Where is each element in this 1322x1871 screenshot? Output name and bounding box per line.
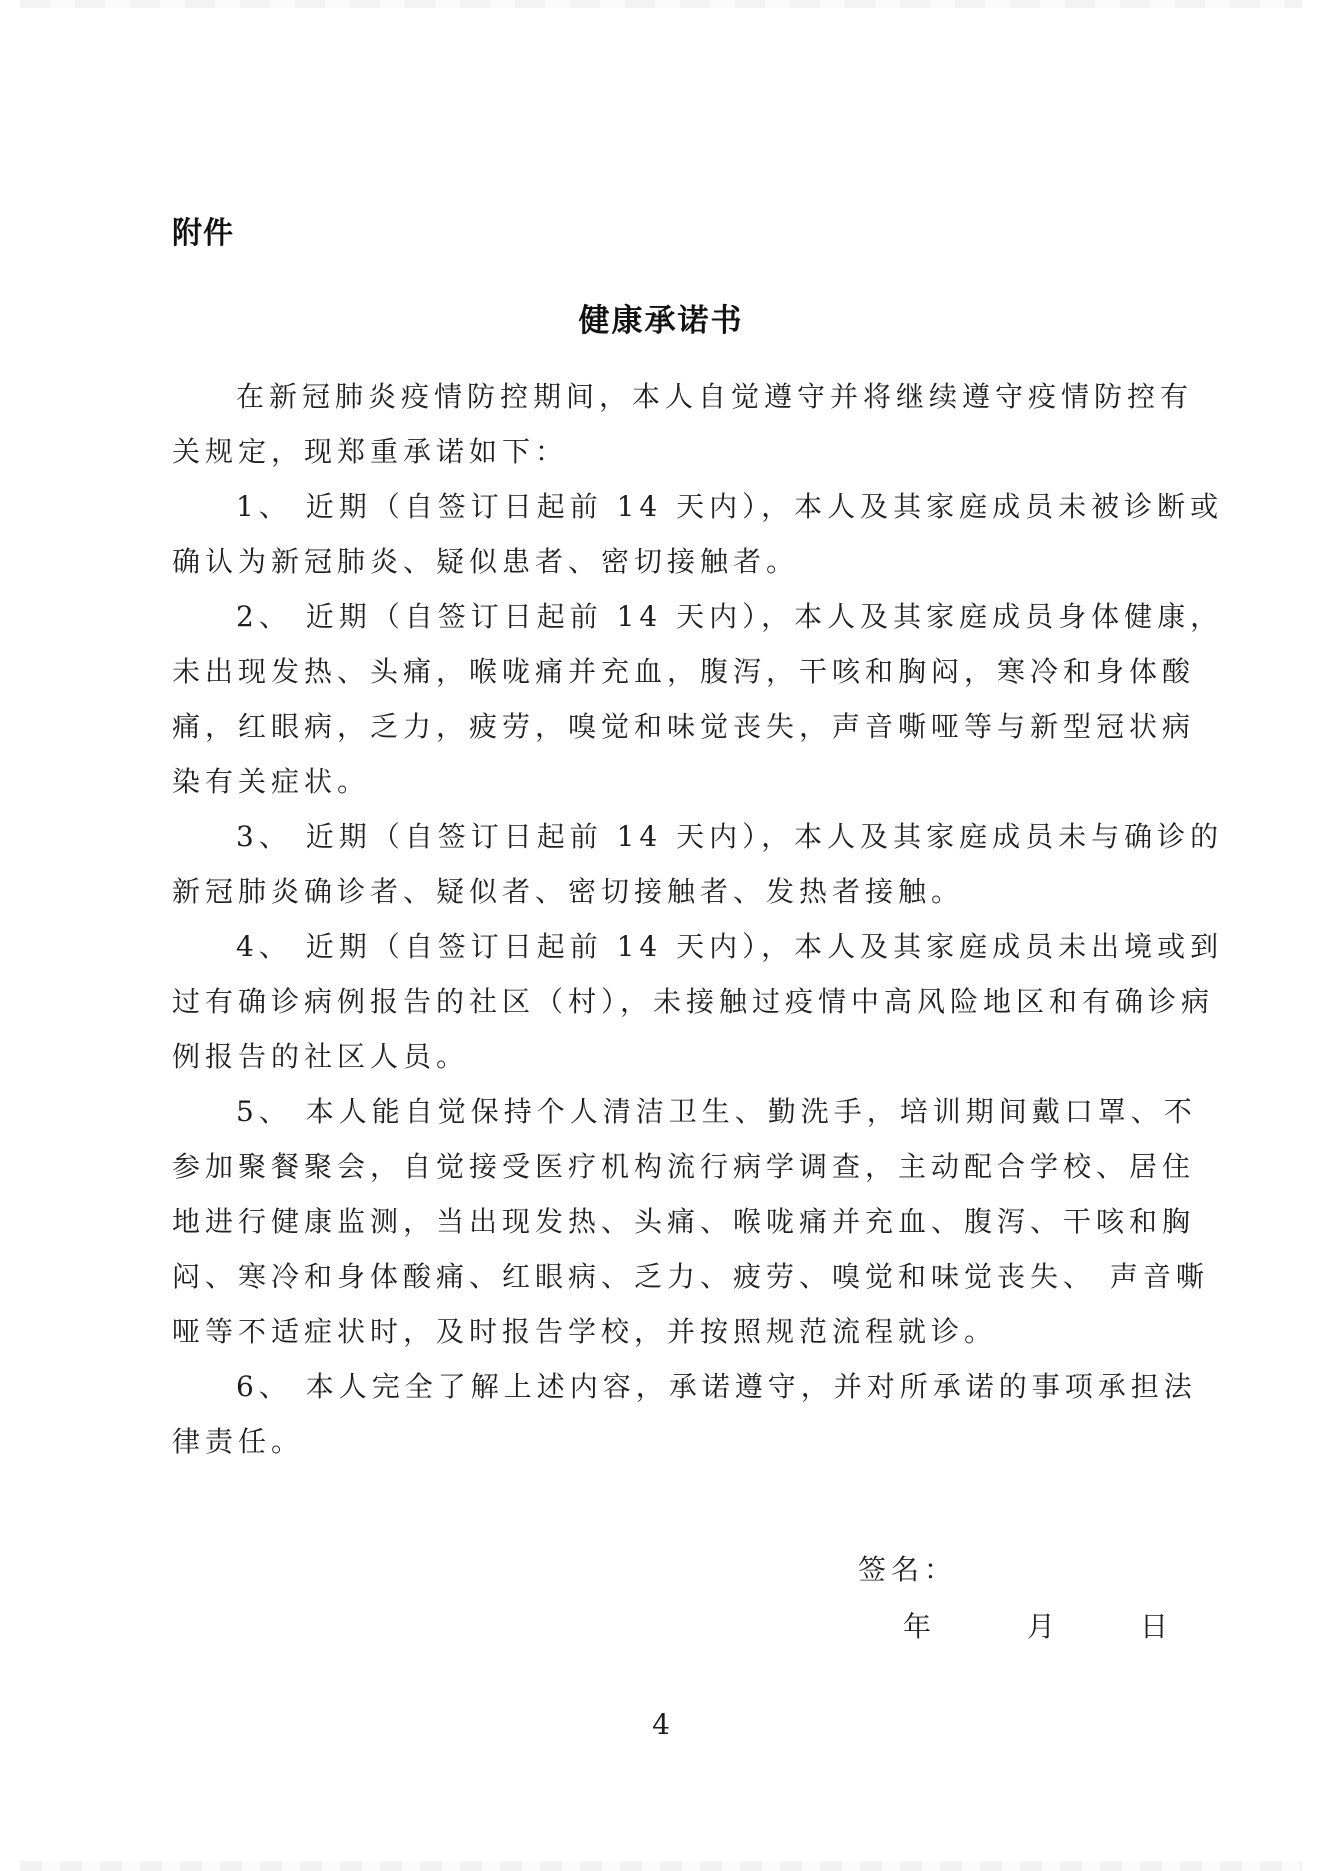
paragraph-line: 地进行健康监测，当出现发热、头痛、喉咙痛并充血、腹泻、干咳和胸	[172, 1205, 1196, 1238]
paragraph-line: 2、 近期（自签订日起前 14 天内），本人及其家庭成员身体健康，	[236, 600, 1224, 633]
page-number: 4	[652, 1708, 670, 1741]
paragraph-line: 参加聚餐聚会，自觉接受医疗机构流行病学调查，主动配合学校、居住	[172, 1150, 1196, 1183]
commitment-item-6	[172, 1367, 1197, 1477]
paragraph-line: 过有确诊病例报告的社区（村），未接触过疫情中高风险地区和有确诊病	[172, 985, 1215, 1018]
paragraph-line: 6、 本人完全了解上述内容，承诺遵守，并对所承诺的事项承担法	[236, 1370, 1197, 1403]
paragraph-line: 3、 近期（自签订日起前 14 天内），本人及其家庭成员未与确诊的	[236, 820, 1224, 853]
paragraph-line: 关规定，现郑重承诺如下：	[172, 435, 569, 468]
date-line	[900, 1605, 1170, 1645]
paragraph-line: 染有关症状。	[172, 765, 371, 798]
signature-label: 签名：	[858, 1553, 958, 1586]
paragraph-line: 痛，红眼病，乏力，疲劳，嗅觉和味觉丧失，声音嘶哑等与新型冠状病	[172, 710, 1196, 743]
scan-edge-top	[20, 0, 1302, 8]
date-month-label: 月	[1027, 1610, 1056, 1643]
paragraph-line: 哑等不适症状时，及时报告学校，并按照规范流程就诊。	[172, 1315, 998, 1348]
paragraph-line: 在新冠肺炎疫情防控期间，本人自觉遵守并将继续遵守疫情防控有	[236, 380, 1194, 413]
date-day-label: 日	[1140, 1610, 1169, 1643]
paragraph-line: 例报告的社区人员。	[172, 1040, 470, 1073]
document-title: 健康承诺书	[578, 303, 744, 339]
scan-edge-bottom	[20, 1861, 1302, 1871]
attachment-label: 附件	[172, 216, 234, 251]
commitment-item-4	[172, 927, 1224, 1092]
paragraph-line: 1、 近期（自签订日起前 14 天内），本人及其家庭成员未被诊断或	[236, 490, 1224, 523]
date-year-label: 年	[903, 1610, 932, 1643]
paragraph-line: 4、 近期（自签订日起前 14 天内），本人及其家庭成员未出境或到	[236, 930, 1224, 963]
paragraph-line: 律责任。	[172, 1425, 305, 1458]
paragraph-line: 闷、寒冷和身体酸痛、红眼病、乏力、疲劳、嗅觉和味觉丧失、 声音嘶	[172, 1260, 1209, 1293]
intro-paragraph	[172, 377, 1194, 487]
commitment-item-3	[172, 817, 1224, 927]
paragraph-line: 确认为新冠肺炎、疑似患者、密切接触者。	[172, 545, 800, 578]
commitment-item-2	[172, 597, 1224, 817]
commitment-item-5	[172, 1092, 1209, 1367]
paragraph-line: 5、 本人能自觉保持个人清洁卫生、勤洗手，培训期间戴口罩、不	[236, 1095, 1197, 1128]
commitment-item-1	[172, 487, 1224, 597]
paragraph-line: 未出现发热、头痛，喉咙痛并充血，腹泻，干咳和胸闷，寒冷和身体酸	[172, 655, 1196, 688]
paragraph-line: 新冠肺炎确诊者、疑似者、密切接触者、发热者接触。	[172, 875, 965, 908]
document-body	[172, 377, 1224, 1477]
